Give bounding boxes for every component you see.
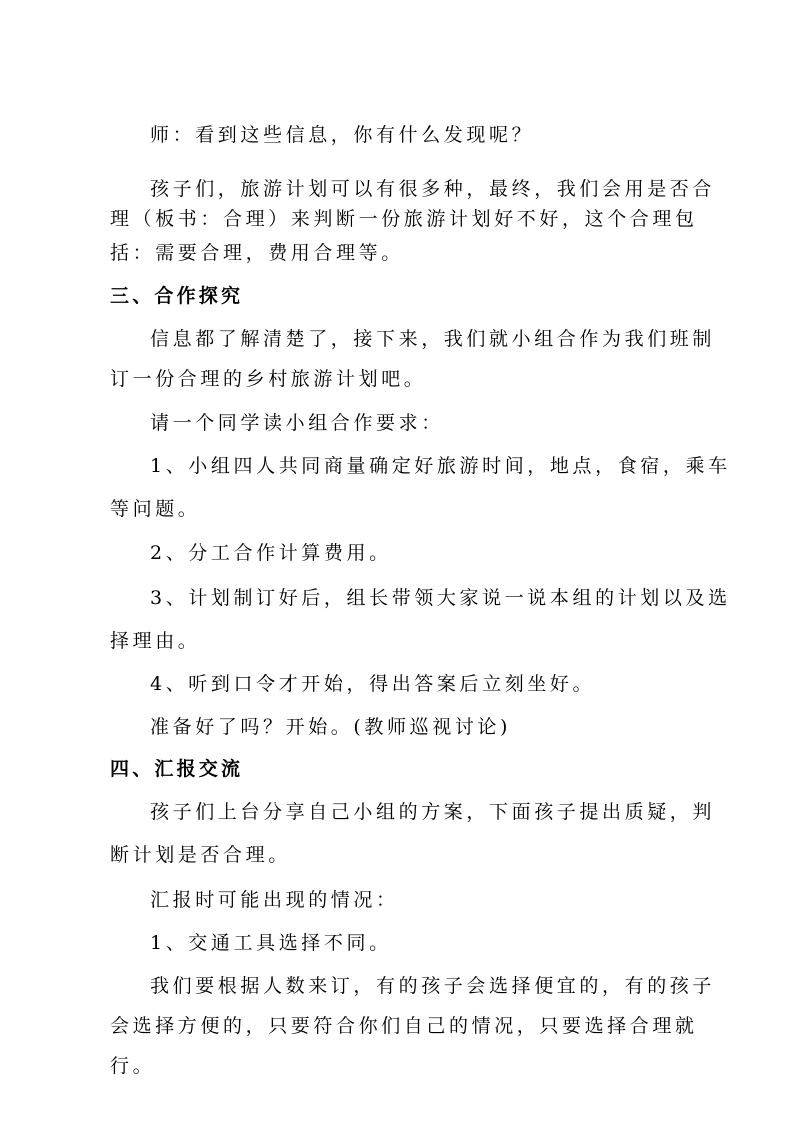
paragraph-line: 准备好了吗？开始。(教师巡视讨论) <box>150 716 512 738</box>
list-item-1: 1、交通工具选择不同。 <box>150 932 392 954</box>
paragraph-line: 我们要根据人数来订，有的孩子会选择便宜的，有的孩子 <box>150 975 716 997</box>
paragraph-line: 信息都了解清楚了，接下来，我们就小组合作为我们班制 <box>150 328 716 350</box>
paragraph-line: 会选择方便的，只要符合你们自己的情况，只要选择合理就 <box>110 1015 698 1037</box>
paragraph-line: 汇报时可能出现的情况： <box>150 889 399 911</box>
paragraph-line: 孩子们上台分享自己小组的方案，下面孩子提出质疑，判 <box>150 801 716 823</box>
paragraph-line: 括：需要合理，费用合理等。 <box>110 242 404 264</box>
list-item-4: 4、听到口令才开始，得出答案后立刻坐好。 <box>150 673 596 695</box>
list-item-3: 3、计划制订好后，组长带领大家说一说本组的计划以及选 <box>150 587 731 609</box>
paragraph-line: 订一份合理的乡村旅游计划吧。 <box>110 368 427 390</box>
section-heading-4: 四、汇报交流 <box>110 758 244 780</box>
paragraph-line: 行。 <box>110 1055 156 1077</box>
paragraph-line: 师：看到这些信息，你有什么发现呢？ <box>150 124 535 146</box>
list-item-2: 2、分工合作计算费用。 <box>150 542 392 564</box>
section-heading-3: 三、合作探究 <box>110 285 244 307</box>
paragraph-line: 理（板书：合理）来判断一份旅游计划好不好，这个合理包 <box>110 208 698 230</box>
paragraph-line: 请一个同学读小组合作要求： <box>150 412 444 434</box>
paragraph-line: 择理由。 <box>110 630 201 652</box>
paragraph-line: 孩子们，旅游计划可以有很多种，最终，我们会用是否合 <box>150 178 716 200</box>
paragraph-line: 断计划是否合理。 <box>110 844 291 866</box>
paragraph-line: 等问题。 <box>110 498 201 520</box>
list-item-1: 1、小组四人共同商量确定好旅游时间，地点，食宿，乘车 <box>150 455 731 477</box>
